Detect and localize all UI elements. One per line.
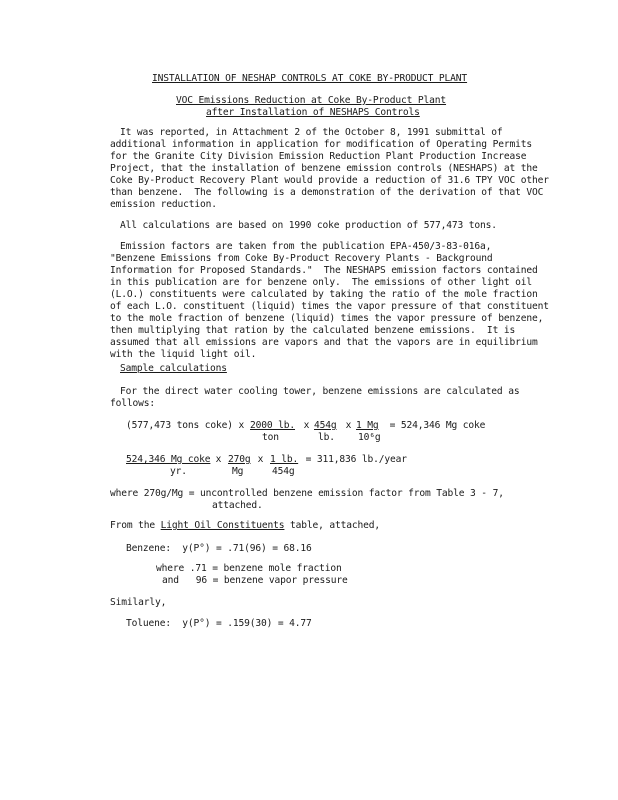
eq2-times-2: x: [252, 454, 269, 465]
eq2-factor1-num: 524,346 Mg coke: [126, 454, 211, 465]
page-title: INSTALLATION OF NESHAP CONTROLS AT COKE BY-PRODUCT PLANT: [152, 73, 468, 84]
eq2-result: = 311,836 lb./year: [300, 454, 407, 465]
factors-line: "Benzene Emissions from Coke By-Product Recovery Plants - Background: [110, 253, 493, 264]
eq2-times-1: x: [210, 454, 227, 465]
sample-calculations-heading: Sample calculations: [120, 363, 227, 374]
light-oil-reference: [110, 520, 380, 532]
eq2-factor3-den: 454g: [272, 466, 295, 477]
eq2-factor1-den: yr.: [170, 466, 187, 477]
benzene-calculation: Benzene: y(P°) = .71(96) = 68.16: [126, 543, 312, 554]
factors-line: with the liquid light oil.: [110, 349, 257, 360]
production-statement: All calculations are based on 1990 coke production of 577,473 tons.: [120, 220, 497, 231]
eq1-factor1-den: ton: [262, 432, 279, 443]
eq1-factor3-den: 10⁶g: [358, 432, 381, 443]
intro-paragraph: [110, 127, 549, 211]
eq1-factor3-num: 1 Mg: [356, 420, 379, 431]
eq1-lhs: (577,473 tons coke) x: [126, 420, 250, 431]
factors-line: Emission factors are taken from the publication EPA-450/3-83-016a,: [120, 241, 492, 252]
toluene-calculation: Toluene: y(P°) = .159(30) = 4.77: [126, 618, 312, 629]
eq1-times-2: x: [340, 420, 357, 431]
eq1-factor2-den: lb.: [318, 432, 335, 443]
factors-line: of each L.O. constituent (liquid) times the vapor pressure of that constituent: [110, 301, 549, 312]
eq1-result: = 524,346 Mg coke: [384, 420, 486, 431]
emission-factor-note-1: where 270g/Mg = uncontrolled benzene emission factor from Table 3 - 7,: [110, 488, 504, 499]
eq2-factor2-num: 270g: [228, 454, 251, 465]
intro-line: It was reported, in Attachment 2 of the October 8, 1991 submittal of: [120, 127, 503, 138]
intro-line: than benzene. The following is a demonstration of the derivation of that VOC: [110, 187, 544, 198]
intro-line: Project, that the installation of benzene emission controls (NESHAPS) at the: [110, 163, 538, 174]
factors-line: (L.O.) constituents were calculated by taking the ratio of the mole fraction: [110, 289, 538, 300]
eq1-times-1: x: [298, 420, 315, 431]
intro-line: Coke By-Product Recovery Plant would provide a reduction of 31.6 TPY VOC other: [110, 175, 549, 186]
benzene-vapor-pressure-note: and 96 = benzene vapor pressure: [162, 575, 348, 586]
emission-factors-paragraph: [110, 241, 549, 361]
similarly-text: Similarly,: [110, 597, 167, 608]
eq2-factor3-num: 1 lb.: [270, 454, 299, 465]
intro-line: for the Granite City Division Emission Reduction Plant Production Increase: [110, 151, 527, 162]
emission-factor-note-2: attached.: [212, 500, 263, 511]
factors-line: Information for Proposed Standards." The NESHAPS emission factors contained: [110, 265, 538, 276]
factors-line: to the mole fraction of benzene (liquid) times the vapor pressure of benzene,: [110, 313, 544, 324]
benzene-mole-fraction-note: where .71 = benzene mole fraction: [156, 563, 342, 574]
cooling-tower-line-2: follows:: [110, 398, 156, 409]
eq2-factor2-den: Mg: [232, 466, 244, 477]
cooling-tower-line-1: For the direct water cooling tower, benzene emissions are calculated as: [120, 386, 520, 397]
factors-line: in this publication are for benzene only. The emissions of other light oil: [110, 277, 532, 288]
eq1-factor1-num: 2000 lb.: [250, 420, 296, 431]
subtitle-line-1: VOC Emissions Reduction at Coke By-Product Plant: [176, 95, 447, 106]
factors-line: assumed that all emissions are vapors and that the vapors are in equilibrium: [110, 337, 538, 348]
intro-line: emission reduction.: [110, 199, 217, 210]
eq1-factor2-num: 454g: [314, 420, 337, 431]
intro-line: additional information in application for modification of Operating Permits: [110, 139, 532, 150]
subtitle-line-2: after Installation of NESHAPS Controls: [206, 107, 420, 118]
light-oil-constituents-ref: Light Oil Constituents: [160, 520, 285, 531]
from-text: From the: [110, 520, 161, 531]
table-attached-text: table, attached,: [284, 520, 381, 531]
factors-line: then multiplying that ration by the calculated benzene emissions. It is: [110, 325, 516, 336]
